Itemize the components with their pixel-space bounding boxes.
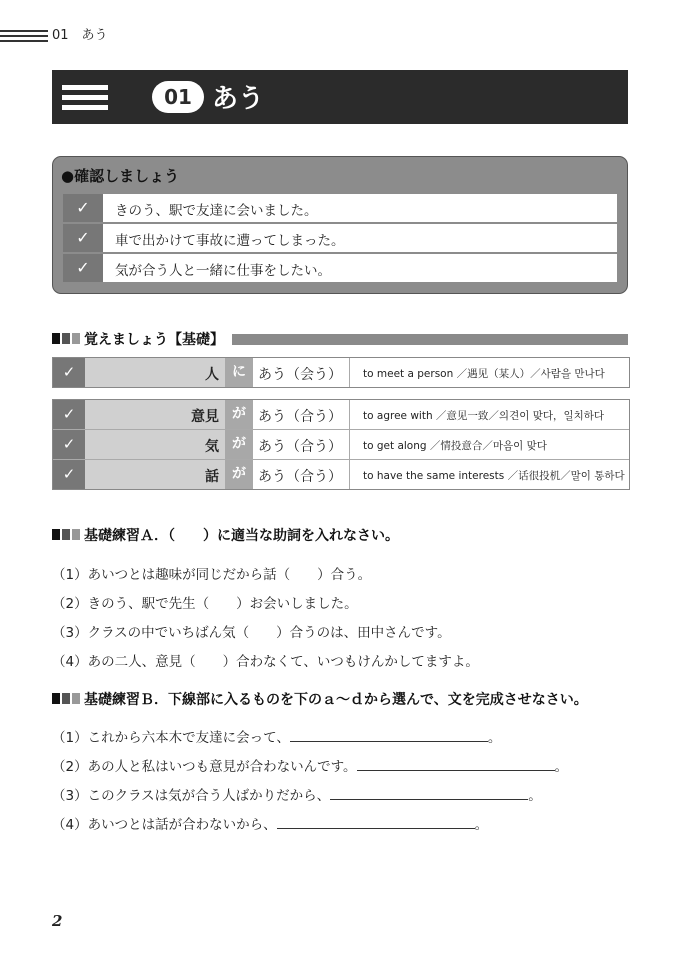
running-header: 01 あう — [52, 28, 108, 43]
banner-lines-icon — [62, 85, 108, 115]
kakunin-sentence: 車で出かけて事故に遭ってしまった。 — [115, 233, 345, 249]
square-icon — [52, 529, 60, 540]
square-icon — [52, 333, 60, 344]
vocab-row — [53, 358, 629, 387]
cell-divider — [349, 460, 350, 489]
checkbox-icon: ✓ — [53, 430, 85, 459]
chapter-number: 01 — [152, 81, 204, 113]
checkbox-icon: ✓ — [53, 460, 85, 489]
oboe-section-header — [52, 331, 628, 347]
exercise-b-item — [52, 726, 501, 746]
exercise-b-text: （3）このクラスは気が合う人ばかりだから、 — [52, 788, 331, 804]
vocab-row — [53, 430, 629, 460]
cell-divider — [349, 430, 350, 459]
chapter-title-banner — [52, 70, 628, 124]
exercise-b-item — [52, 784, 542, 804]
header-rule-lines — [0, 30, 48, 45]
exercise-a-item: （2）きのう、駅で先生（ ）お会いしました。 — [52, 596, 358, 612]
answer-blank[interactable] — [290, 727, 488, 742]
exercise-b-text: （1）これから六本木で友達に会って、 — [52, 730, 290, 746]
square-icon — [72, 693, 80, 704]
kakunin-row — [63, 194, 617, 222]
exercise-b-text: （4）あいつとは話が合わないから、 — [52, 817, 277, 833]
vocab-row — [53, 460, 629, 489]
exercise-b-item — [52, 755, 568, 775]
sentence-end: 。 — [474, 817, 489, 833]
exercise-b-header — [52, 691, 628, 707]
exercise-a-item: （3）クラスの中でいちばん気（ ）合うのは、田中さんです。 — [52, 625, 451, 641]
answer-blank[interactable] — [330, 785, 528, 800]
sentence-end: 。 — [554, 759, 569, 775]
kakunin-sentence: きのう、駅で友達に会いました。 — [115, 203, 318, 219]
square-icon — [62, 693, 70, 704]
exercise-a-label: 基礎練習Ａ．（ ）に適当な助詞を入れなさい。 — [84, 525, 403, 545]
kakunin-row — [63, 254, 617, 282]
kakunin-sentence: 気が合う人と一緒に仕事をしたい。 — [115, 263, 331, 279]
cell-divider — [349, 358, 350, 387]
exercise-b-label: 基礎練習Ｂ．下線部に入るものを下のａ～ｄから選んで、文を完成させなさい。 — [84, 689, 592, 709]
checkbox-icon: ✓ — [63, 254, 103, 282]
checkbox-icon: ✓ — [63, 224, 103, 252]
vocab-translation: to get along ／情投意合／마음이 맞다 — [363, 440, 547, 452]
checkbox-icon: ✓ — [63, 194, 103, 222]
answer-blank[interactable] — [357, 756, 555, 771]
vocab-table-meet — [52, 357, 630, 388]
section-bar — [232, 334, 628, 345]
vocab-table-match — [52, 399, 630, 490]
kakunin-row — [63, 224, 617, 252]
kakunin-box — [52, 156, 628, 294]
vocab-noun: 人 — [205, 367, 219, 383]
checkbox-icon: ✓ — [53, 400, 85, 429]
vocab-particle: が — [225, 400, 253, 429]
kakunin-title: ●確認しましょう — [61, 167, 180, 185]
exercise-b-item — [52, 813, 488, 833]
vocab-verb: あう（合う） — [258, 469, 342, 485]
vocab-noun: 気 — [205, 439, 219, 455]
exercise-a-header — [52, 527, 628, 543]
vocab-translation: to meet a person ／遇见（某人）／사람을 만나다 — [363, 368, 605, 380]
answer-blank[interactable] — [277, 814, 475, 829]
sentence-end: 。 — [528, 788, 542, 804]
vocab-verb: あう（合う） — [258, 409, 342, 425]
exercise-a-item: （4）あの二人、意見（ ）合わなくて、いつもけんかしてますよ。 — [52, 654, 479, 670]
square-icon — [72, 529, 80, 540]
oboe-section-label: 覚えましょう【基礎】 — [84, 329, 228, 349]
square-icon — [62, 529, 70, 540]
square-icon — [52, 693, 60, 704]
vocab-particle: が — [225, 460, 253, 489]
vocab-translation: to have the same interests ／话很投机／말이 통하다 — [363, 470, 625, 482]
vocab-row — [53, 400, 629, 430]
square-icon — [62, 333, 70, 344]
exercise-a-item: （1）あいつとは趣味が同じだから話（ ）合う。 — [52, 567, 372, 583]
vocab-particle: に — [225, 358, 253, 387]
vocab-translation: to agree with ／意见一致／의견이 맞다，일치하다 — [363, 410, 605, 422]
sentence-end: 。 — [487, 730, 502, 746]
vocab-particle: が — [225, 430, 253, 459]
checkbox-icon: ✓ — [53, 358, 85, 387]
vocab-verb: あう（会う） — [258, 367, 342, 383]
vocab-noun: 話 — [205, 469, 219, 485]
cell-divider — [349, 400, 350, 429]
square-icon — [72, 333, 80, 344]
chapter-title: あう — [212, 84, 265, 114]
vocab-verb: あう（合う） — [258, 439, 342, 455]
page-number: 2 — [52, 912, 63, 930]
exercise-b-text: （2）あの人と私はいつも意見が合わないんです。 — [52, 759, 357, 775]
vocab-noun: 意見 — [191, 409, 219, 425]
